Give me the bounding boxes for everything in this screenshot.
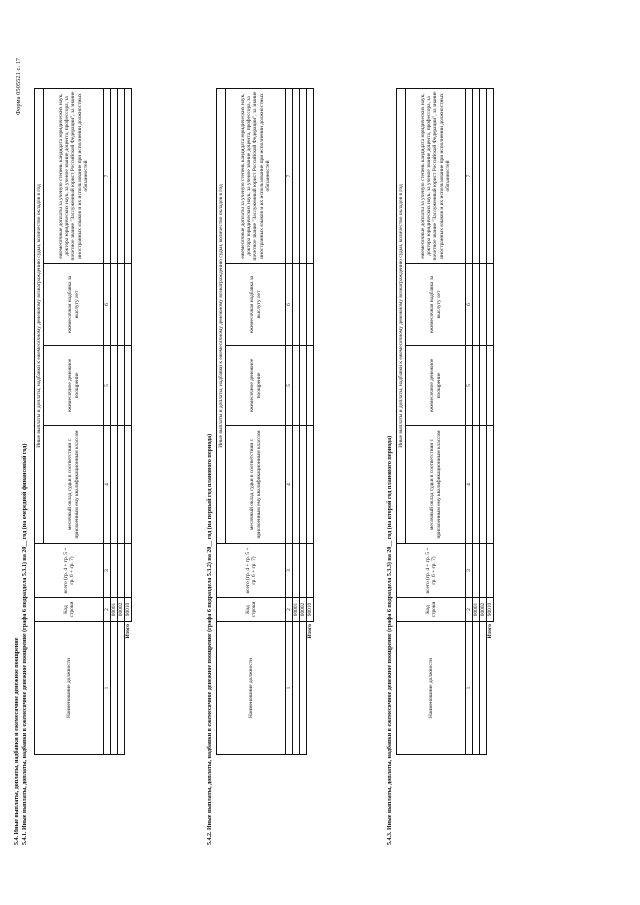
row-code: 00001 bbox=[293, 598, 300, 622]
colnum: 1 bbox=[466, 622, 473, 755]
colnum: 2 bbox=[286, 598, 293, 622]
header-name: Наименование должности bbox=[397, 622, 466, 755]
cell-name bbox=[480, 622, 487, 755]
cell bbox=[118, 346, 125, 426]
cell bbox=[300, 89, 307, 264]
colnum: 3 bbox=[286, 544, 293, 598]
colnum: 4 bbox=[466, 426, 473, 544]
colnum: 7 bbox=[104, 89, 111, 264]
section-title: 5.4.2. Иные выплаты, доплаты, надбавки в ежемесячное денежное поощрение (графа 6 подраздела 5.3.2) на 20__ год (на первый год планового периода) bbox=[207, 433, 213, 845]
payments-table-2 bbox=[216, 88, 314, 755]
colnum: 3 bbox=[104, 544, 111, 598]
header-total: всего (гр. 4 + гр. 5 + гр. 6 + гр. 7) bbox=[217, 544, 286, 598]
cell bbox=[118, 426, 125, 544]
colnum: 5 bbox=[286, 346, 293, 426]
cell-name bbox=[118, 622, 125, 755]
cell-name bbox=[300, 622, 307, 755]
colnum: 5 bbox=[104, 346, 111, 426]
cell bbox=[307, 346, 314, 426]
cell bbox=[125, 89, 132, 264]
header-code: Код строки bbox=[217, 598, 286, 622]
cell-name bbox=[473, 622, 480, 755]
total-code: 90010 bbox=[487, 598, 494, 622]
cell bbox=[487, 426, 494, 544]
cell bbox=[125, 426, 132, 544]
cell bbox=[293, 89, 300, 264]
header-group: Иные выплаты и доплаты, надбавки к ежемесячному денежному вознаграждению судьи, количество окладов в год bbox=[217, 89, 226, 544]
cell bbox=[480, 544, 487, 598]
colnum: 7 bbox=[286, 89, 293, 264]
cell bbox=[480, 89, 487, 264]
payments-table-1 bbox=[34, 88, 132, 755]
header-col7: ежемесячные доплаты за ученую степень кандидата юридических наук, доктора юридических наук, за ученое звание доцента, профессора, за почетное звание "Заслуженный юрист Российской Федерации", за знание иностранных языков и их использование при исполнении должностных обязанностей bbox=[44, 89, 104, 264]
header-col7: ежемесячные доплаты за ученую степень кандидата юридических наук, доктора юридических наук, за ученое звание доцента, профессора, за почетное звание "Заслуженный юрист Российской Федерации", за знание иностранных языков и их использование при исполнении должностных обязанностей bbox=[406, 89, 466, 264]
colnum: 4 bbox=[286, 426, 293, 544]
total-code: 90010 bbox=[307, 598, 314, 622]
cell bbox=[118, 89, 125, 264]
header-code: Код строки bbox=[35, 598, 104, 622]
cell-name bbox=[293, 622, 300, 755]
cell bbox=[125, 346, 132, 426]
cell bbox=[307, 89, 314, 264]
total-label: Итого bbox=[307, 624, 314, 639]
colnum: 1 bbox=[104, 622, 111, 755]
total-label: Итого bbox=[125, 624, 132, 639]
colnum: 2 bbox=[466, 598, 473, 622]
header-code: Код строки bbox=[397, 598, 466, 622]
colnum: 6 bbox=[466, 264, 473, 346]
cell bbox=[125, 264, 132, 346]
cell bbox=[487, 89, 494, 264]
header-group: Иные выплаты и доплаты, надбавки к ежемесячному денежному вознаграждению судьи, количество окладов в год bbox=[35, 89, 44, 544]
heading-section-5-4-1: 5.4.1. Иные выплаты, доплаты, надбавки в ежемесячное денежное поощрение (графа 6 подраздела 5.3.1) на 20__ год (на очередной финансовый год) bbox=[22, 443, 28, 845]
row-code: 00001 bbox=[473, 598, 480, 622]
column-numbers-row bbox=[286, 89, 293, 755]
cell bbox=[300, 346, 307, 426]
column-numbers-row bbox=[466, 89, 473, 755]
header-col4: месячный оклад судьи в соответствии с присвоенным ему квалификационным классом bbox=[406, 426, 466, 544]
total-code: 90010 bbox=[125, 598, 132, 622]
section-title: 5.4.3. Иные выплаты, доплаты, надбавки в ежемесячное денежное поощрение (графа 6 подраздела 5.3.3) на 20__ год (на второй год планового периода) bbox=[387, 435, 393, 845]
total-label: Итого bbox=[487, 624, 494, 639]
total-row bbox=[307, 89, 314, 755]
colnum: 3 bbox=[466, 544, 473, 598]
colnum: 6 bbox=[104, 264, 111, 346]
cell bbox=[300, 264, 307, 346]
cell bbox=[473, 264, 480, 346]
header-total: всего (гр. 4 + гр. 5 + гр. 6 + гр. 7) bbox=[397, 544, 466, 598]
cell bbox=[487, 544, 494, 598]
cell bbox=[307, 264, 314, 346]
cell bbox=[307, 426, 314, 544]
heading-section-5-4: 5.4. Иные выплаты, доплаты, надбавки и ежемесячное денежное поощрение bbox=[14, 637, 20, 845]
row-code: 00002 bbox=[300, 598, 307, 622]
header-name: Наименование должности bbox=[35, 622, 104, 755]
cell bbox=[125, 544, 132, 598]
table-row bbox=[473, 89, 480, 755]
cell bbox=[118, 544, 125, 598]
header-col4: месячный оклад судьи в соответствии с присвоенным ему квалификационным классом bbox=[44, 426, 104, 544]
header-col5: ежемесячное денежное поощрение bbox=[44, 346, 104, 426]
cell bbox=[480, 346, 487, 426]
header-group: Иные выплаты и доплаты, надбавки к ежемесячному денежному вознаграждению судьи, количество окладов в год bbox=[397, 89, 406, 544]
row-code: 00002 bbox=[480, 598, 487, 622]
row-code: 00001 bbox=[111, 598, 118, 622]
column-numbers-row bbox=[104, 89, 111, 755]
payments-table-3 bbox=[396, 88, 494, 755]
cell bbox=[118, 264, 125, 346]
cell bbox=[300, 544, 307, 598]
table-row bbox=[111, 89, 118, 755]
cell bbox=[293, 346, 300, 426]
colnum: 6 bbox=[286, 264, 293, 346]
colnum: 1 bbox=[286, 622, 293, 755]
header-total: всего (гр. 4 + гр. 5 + гр. 6 + гр. 7) bbox=[35, 544, 104, 598]
colnum: 2 bbox=[104, 598, 111, 622]
header-col6: ежемесячная надбавка за выслугу лет bbox=[44, 264, 104, 346]
table-row bbox=[118, 89, 125, 755]
cell bbox=[293, 264, 300, 346]
table-row bbox=[480, 89, 487, 755]
cell bbox=[300, 426, 307, 544]
cell bbox=[473, 346, 480, 426]
row-code: 00002 bbox=[118, 598, 125, 622]
total-row bbox=[125, 89, 132, 755]
cell bbox=[111, 264, 118, 346]
table-row bbox=[300, 89, 307, 755]
colnum: 7 bbox=[466, 89, 473, 264]
cell bbox=[111, 426, 118, 544]
header-col7: ежемесячные доплаты за ученую степень кандидата юридических наук, доктора юридических наук, за ученое звание доцента, профессора, за почетное звание "Заслуженный юрист Российской Федерации", за знание иностранных языков и их использование при исполнении должностных обязанностей bbox=[226, 89, 286, 264]
cell bbox=[487, 264, 494, 346]
header-name: Наименование должности bbox=[217, 622, 286, 755]
cell bbox=[111, 544, 118, 598]
cell-name bbox=[111, 622, 118, 755]
cell bbox=[307, 544, 314, 598]
cell bbox=[111, 89, 118, 264]
total-row bbox=[487, 89, 494, 755]
header-col5: ежемесячное денежное поощрение bbox=[406, 346, 466, 426]
cell bbox=[473, 544, 480, 598]
header-col6: ежемесячная надбавка за выслугу лет bbox=[406, 264, 466, 346]
header-col6: ежемесячная надбавка за выслугу лет bbox=[226, 264, 286, 346]
cell bbox=[480, 264, 487, 346]
cell bbox=[473, 426, 480, 544]
cell bbox=[293, 544, 300, 598]
cell bbox=[480, 426, 487, 544]
header-col4: месячный оклад судьи в соответствии с присвоенным ему квалификационным классом bbox=[226, 426, 286, 544]
colnum: 5 bbox=[466, 346, 473, 426]
cell bbox=[473, 89, 480, 264]
header-col5: ежемесячное денежное поощрение bbox=[226, 346, 286, 426]
form-code: Форма 0505521 с. 17 bbox=[15, 57, 22, 115]
cell bbox=[487, 346, 494, 426]
cell bbox=[111, 346, 118, 426]
colnum: 4 bbox=[104, 426, 111, 544]
table-row bbox=[293, 89, 300, 755]
cell bbox=[293, 426, 300, 544]
